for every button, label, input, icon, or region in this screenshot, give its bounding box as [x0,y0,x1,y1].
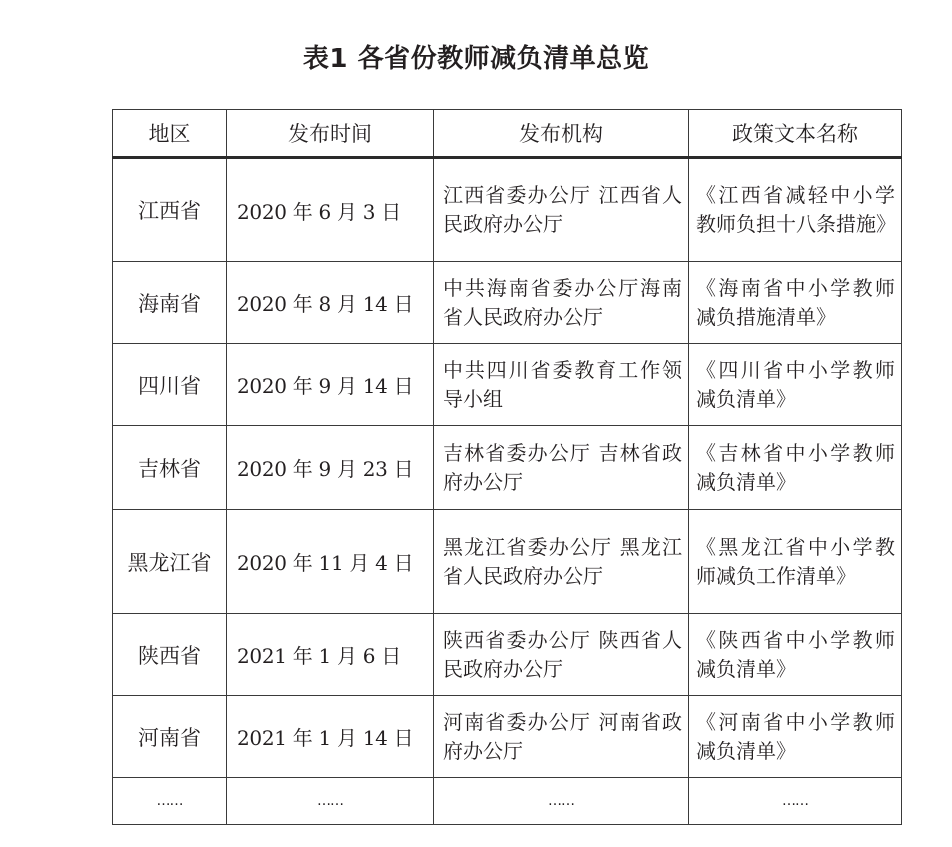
cell-ellipsis: …… [689,778,902,825]
cell-region: 吉林省 [113,426,227,510]
cell-org: 中共海南省委办公厅海南省人民政府办公厅 [434,262,689,344]
table-title: 表1 各省份教师减负清单总览 [302,44,650,74]
table-row [113,510,902,614]
cell-date: 2020 年 9 月 14 日 [227,344,434,426]
cell-org: 江西省委办公厅 江西省人民政府办公厅 [434,158,689,262]
cell-date: 2020 年 8 月 14 日 [227,262,434,344]
cell-org: 陕西省委办公厅 陕西省人民政府办公厅 [434,614,689,696]
header-date: 发布时间 [227,110,434,158]
header-org: 发布机构 [434,110,689,158]
cell-doc: 《河南省中小学教师减负清单》 [689,696,902,778]
cell-date: 2020 年 9 月 23 日 [227,426,434,510]
cell-doc: 《黑龙江省中小学教师减负工作清单》 [689,510,902,614]
cell-org: 黑龙江省委办公厅 黑龙江省人民政府办公厅 [434,510,689,614]
cell-ellipsis: …… [113,778,227,825]
table-row [113,158,902,262]
cell-date: 2021 年 1 月 14 日 [227,696,434,778]
table-row [113,262,902,344]
cell-ellipsis: …… [434,778,689,825]
cell-doc: 《四川省中小学教师减负清单》 [689,344,902,426]
cell-org: 吉林省委办公厅 吉林省政府办公厅 [434,426,689,510]
cell-org: 河南省委办公厅 河南省政府办公厅 [434,696,689,778]
cell-doc: 《海南省中小学教师减负措施清单》 [689,262,902,344]
table-row [113,614,902,696]
cell-region: 黑龙江省 [113,510,227,614]
cell-ellipsis: …… [227,778,434,825]
header-region: 地区 [113,110,227,158]
cell-region: 河南省 [113,696,227,778]
cell-doc: 《吉林省中小学教师减负清单》 [689,426,902,510]
ellipsis-row [113,778,902,825]
cell-date: 2020 年 6 月 3 日 [227,158,434,262]
cell-region: 江西省 [113,158,227,262]
cell-region: 四川省 [113,344,227,426]
table-row [113,426,902,510]
cell-doc: 《江西省减轻中小学教师负担十八条措施》 [689,158,902,262]
table-row [113,344,902,426]
header-row [113,110,902,158]
cell-org: 中共四川省委教育工作领导小组 [434,344,689,426]
cell-date: 2020 年 11 月 4 日 [227,510,434,614]
table-row [113,696,902,778]
cell-region: 海南省 [113,262,227,344]
teacher-burden-reduction-table [112,109,902,825]
header-doc: 政策文本名称 [689,110,902,158]
cell-doc: 《陕西省中小学教师减负清单》 [689,614,902,696]
cell-region: 陕西省 [113,614,227,696]
cell-date: 2021 年 1 月 6 日 [227,614,434,696]
